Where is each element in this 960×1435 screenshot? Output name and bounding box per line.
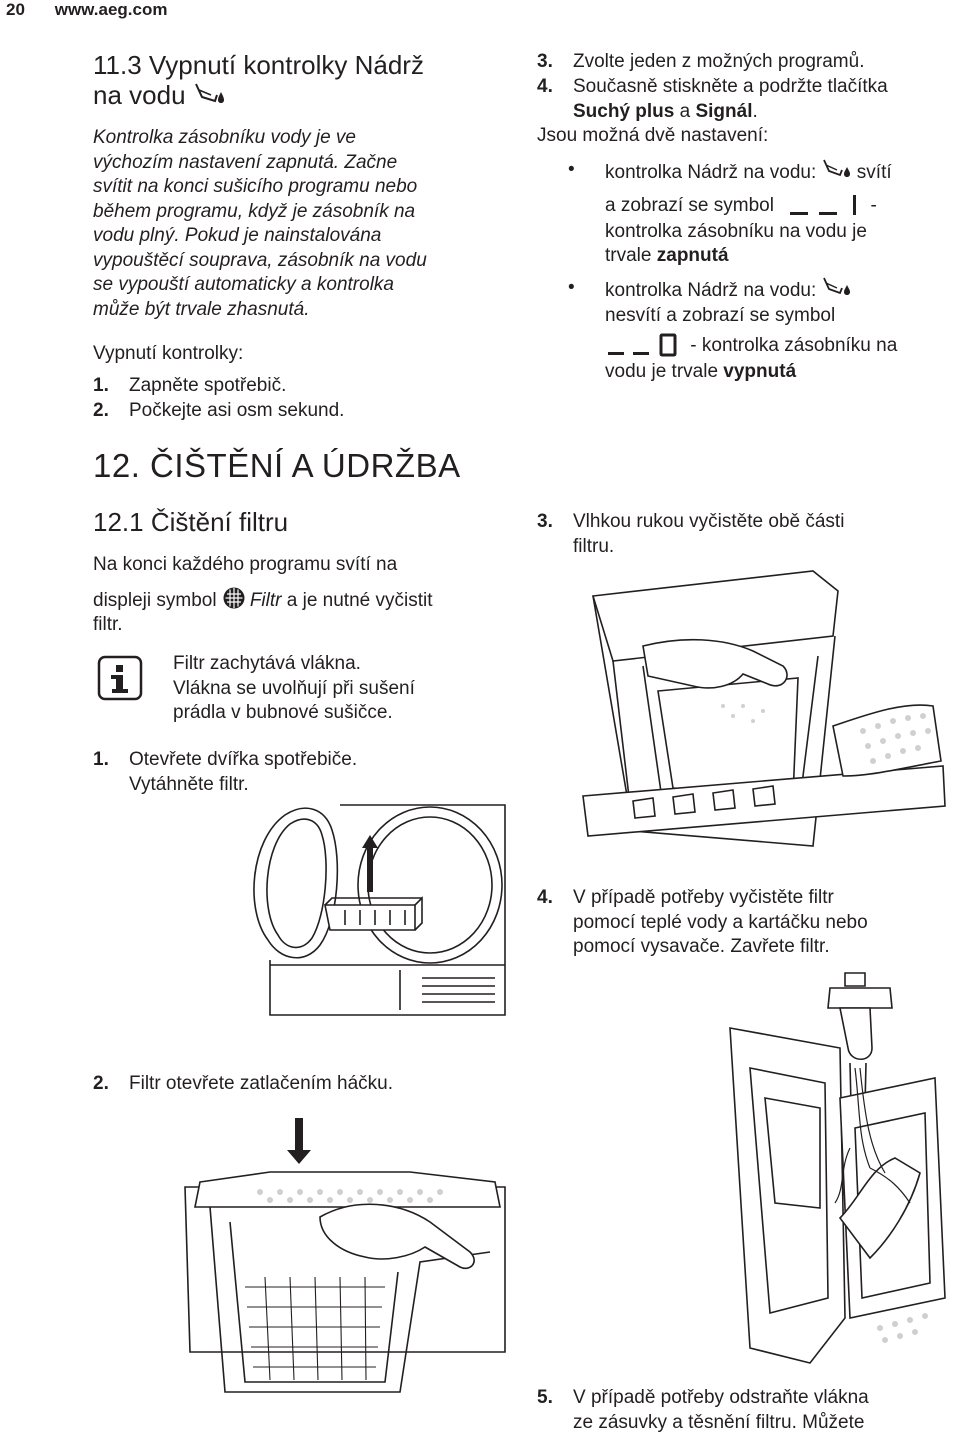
water-tank-icon <box>193 81 225 107</box>
page-header <box>6 0 167 20</box>
filter-icon <box>222 586 246 610</box>
dryer-door-illustration <box>250 800 510 1030</box>
filter-hook-illustration <box>170 1112 515 1402</box>
hand-cleaning-filter-illustration <box>573 566 948 851</box>
step-12-1-2: 2. Filtr otevřete zatlačením háčku. <box>93 1073 393 1094</box>
water-tank-icon <box>822 276 852 298</box>
step-11-3-2: 2. Počkejte asi osm sekund. <box>93 400 345 421</box>
water-tank-icon <box>822 158 852 180</box>
step-11-3-4: 4. Současně stiskněte a podržte tlačítka Suchý plus a Signál. <box>537 76 888 122</box>
step-12-1-3: 3. Vlhkou rukou vyčistěte obě části filtru. <box>537 511 845 557</box>
step-11-3-3: 3. Zvolte jeden z možných programů. <box>537 51 865 72</box>
page-number: 20 <box>6 0 25 19</box>
off-label: Vypnutí kontrolky: <box>93 343 244 364</box>
info-icon <box>97 655 143 701</box>
section-title-11-3: 11.3 Vypnutí kontrolky Nádrž na vodu <box>93 50 424 110</box>
section-12-1-intro: Na konci každého programu svítí na displeji symbol Filtr a je nutné vyčistit filtr. <box>93 554 433 635</box>
info-note: Filtr zachytává vlákna. Vlákna se uvolňují při sušení prádla v bubnové sušičce. <box>173 653 415 723</box>
display-symbol-tank-off <box>605 332 685 360</box>
section-11-3-intro: Kontrolka zásobníku vody je ve výchozím nastavení zapnutá. Začne svítit na konci sušicího programu nebo během programu, když je zásobník na vodu plný. Pokud je nainstalována vypouštěcí souprava, zásobník na vodu se vypouští automaticky a kontrolka může být trvale zhasnutá. <box>93 127 427 320</box>
website-link[interactable]: www.aeg.com <box>54 0 168 19</box>
setting-option-on: • kontrolka Nádrž na vodu: svítí a zobrazí se symbol - kontrolka zásobníku na vodu je trvale zapnutá <box>568 159 892 266</box>
step-11-3-1: 1. Zapněte spotřebič. <box>93 375 287 396</box>
section-title-12-1: 12.1 Čištění filtru <box>93 507 289 537</box>
step-12-1-5: 5. V případě potřeby odstraňte vlákna ze zásuvky a těsnění filtru. Můžete <box>537 1387 869 1433</box>
rinse-filter-illustration <box>720 968 955 1368</box>
display-symbol-tank-on <box>787 192 865 220</box>
setting-option-off: • kontrolka Nádrž na vodu: nesvítí a zobrazí se symbol - kontrolka zásobníku na vodu je trvale vypnutá <box>568 277 898 382</box>
step-12-1-4: 4. V případě potřeby vyčistěte filtr pomocí teplé vody a kartáčku nebo pomocí vysavače. Zavřete filtr. <box>537 887 868 957</box>
settings-intro: Jsou možná dvě nastavení: <box>537 125 769 146</box>
step-12-1-1: 1. Otevřete dvířka spotřebiče. Vytáhněte filtr. <box>93 749 358 795</box>
chapter-title-12: 12. ČIŠTĚNÍ A ÚDRŽBA <box>93 447 461 484</box>
